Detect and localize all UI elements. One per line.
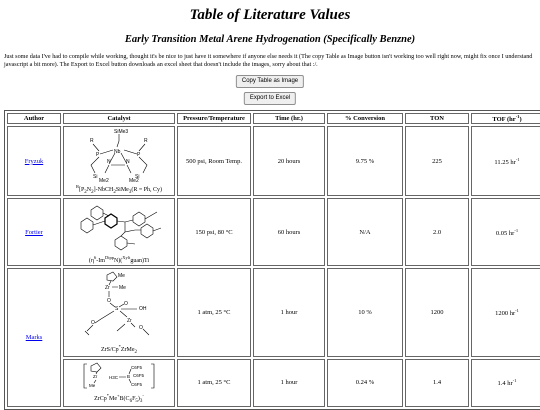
header-conversion: % Conversion [327, 113, 403, 124]
time-cell: 1 hour [253, 268, 325, 356]
ton-cell: 2.0 [405, 198, 469, 266]
mol-label: Me2 [129, 178, 139, 184]
conversion-cell: 9.75 % [327, 126, 403, 196]
header-catalyst: Catalyst [63, 113, 175, 124]
mol-label: C6F5 [131, 365, 143, 371]
catalyst-cell [63, 126, 175, 196]
catalyst-structure-image [69, 269, 169, 343]
mol-label: Zr [93, 374, 98, 380]
intro-paragraph: Just some data I've had to compile while working, thought it's be nice to just have it somewhere if anyone else needs it (The copy Table as Image button isn't working too well right now, might fix once I understand javascript a bit more). The Export to Excel button downloads an excel sheet that doesn't include the images, sorry about that :/. [4, 53, 533, 68]
mol-label: Nb [114, 149, 121, 156]
table-row [7, 359, 540, 407]
mol-label: P [96, 152, 100, 159]
ton-cell: 1200 [405, 268, 469, 356]
mol-label: H3C [109, 375, 119, 381]
page-subtitle: Early Transition Metal Arene Hydrogenation (Specifically Benzne) [124, 34, 416, 45]
mol-label: O [124, 301, 128, 308]
catalyst-name: $^R[P_2N_2]-NbCH_2SiMe_3(R = Ph$, Cy) [75, 184, 163, 196]
catalyst-cell [63, 268, 175, 356]
catalyst-structure-image [69, 127, 169, 183]
header-tof-close: ) [519, 116, 522, 124]
mol-label: O [107, 298, 111, 305]
header-author: Author [7, 113, 61, 124]
tof-cell: 1200 $hr^{-1}$ [471, 268, 540, 356]
pressure-cell: 1 atm, 25 °C [177, 359, 251, 407]
header-time: Time (hr.) [253, 113, 325, 124]
catalyst-structure-image [69, 200, 169, 254]
pressure-cell: 1 atm, 25 °C [177, 268, 251, 356]
author-cell [7, 198, 61, 266]
catalyst-name: $ZrCp^*Me^+B(C_6F_5)_3^-$ [94, 393, 144, 405]
pressure-cell: 150 psi, 80 °C [177, 198, 251, 266]
header-tof-text: TOF (hr [492, 116, 516, 124]
catalyst-name: $(\eta^6-Im^{Dipp}N)(^{Xylt}guan)Ti$ [88, 255, 150, 265]
header-tof-exponent: -1 [515, 114, 520, 119]
mol-label: B [127, 374, 131, 380]
catalyst-name: ZrS/Cp*ZrMe$_2$ [100, 344, 138, 356]
author-link-marks[interactable]: Marks [25, 333, 43, 341]
conversion-cell: 10 % [327, 268, 403, 356]
time-cell: 1 hour [253, 359, 325, 407]
table-row [7, 268, 540, 356]
mol-label: S [115, 306, 119, 313]
mol-label: N [126, 159, 130, 166]
catalyst-cell [63, 359, 175, 407]
table-row [7, 126, 540, 196]
tof-cell: 1.4 $hr^{-1}$ [471, 359, 540, 407]
mol-label: OH [139, 306, 147, 313]
header-tof [471, 113, 540, 124]
tof-cell: 11.25 $hr^{-1}$ [471, 126, 540, 196]
mol-label: Zr [105, 285, 110, 292]
literature-table [4, 110, 540, 410]
ton-cell: 1.4 [405, 359, 469, 407]
tof-cell: 0.05 $hr^{-1}$ [471, 198, 540, 266]
author-link-fortier[interactable]: Fortier [25, 228, 43, 236]
mol-label: Zr [127, 318, 132, 325]
mol-label: P [137, 152, 141, 159]
mol-label: R [90, 138, 94, 145]
author-link-fryzuk[interactable]: Fryzuk [24, 157, 44, 165]
header-ton: TON [405, 113, 469, 124]
author-cell [7, 126, 61, 196]
export-to-excel-button[interactable]: Export to Excel [244, 92, 296, 105]
author-cell [7, 268, 61, 406]
table-header-row [7, 113, 540, 124]
mol-label: Me [118, 273, 125, 280]
ton-cell: 225 [405, 126, 469, 196]
copy-table-as-image-button[interactable]: Copy Table as Image [236, 75, 304, 88]
mol-label: O [91, 320, 95, 327]
mol-label: R [144, 138, 148, 145]
mol-label: SiMe3 [114, 129, 129, 136]
mol-label: Me [89, 383, 96, 389]
mol-label: C6F5 [133, 373, 145, 379]
mol-label: C6F5 [131, 382, 143, 388]
mol-label: Si [135, 174, 140, 181]
header-pressure: Pressure/Temperature [177, 113, 251, 124]
mol-label: N [107, 159, 111, 166]
page-title: Table of Literature Values [189, 7, 351, 23]
time-cell: 60 hours [253, 198, 325, 266]
conversion-cell: N/A [327, 198, 403, 266]
mol-label: Me2 [99, 178, 109, 184]
mol-label: Si [93, 174, 98, 181]
conversion-cell: 0.24 % [327, 359, 403, 407]
pressure-cell: 500 psi, Room Temp. [177, 126, 251, 196]
mol-label: Me [119, 285, 126, 292]
catalyst-cell [63, 198, 175, 266]
catalyst-structure-image [69, 360, 169, 392]
table-row [7, 198, 540, 266]
time-cell: 20 hours [253, 126, 325, 196]
mol-label: O [139, 325, 143, 332]
